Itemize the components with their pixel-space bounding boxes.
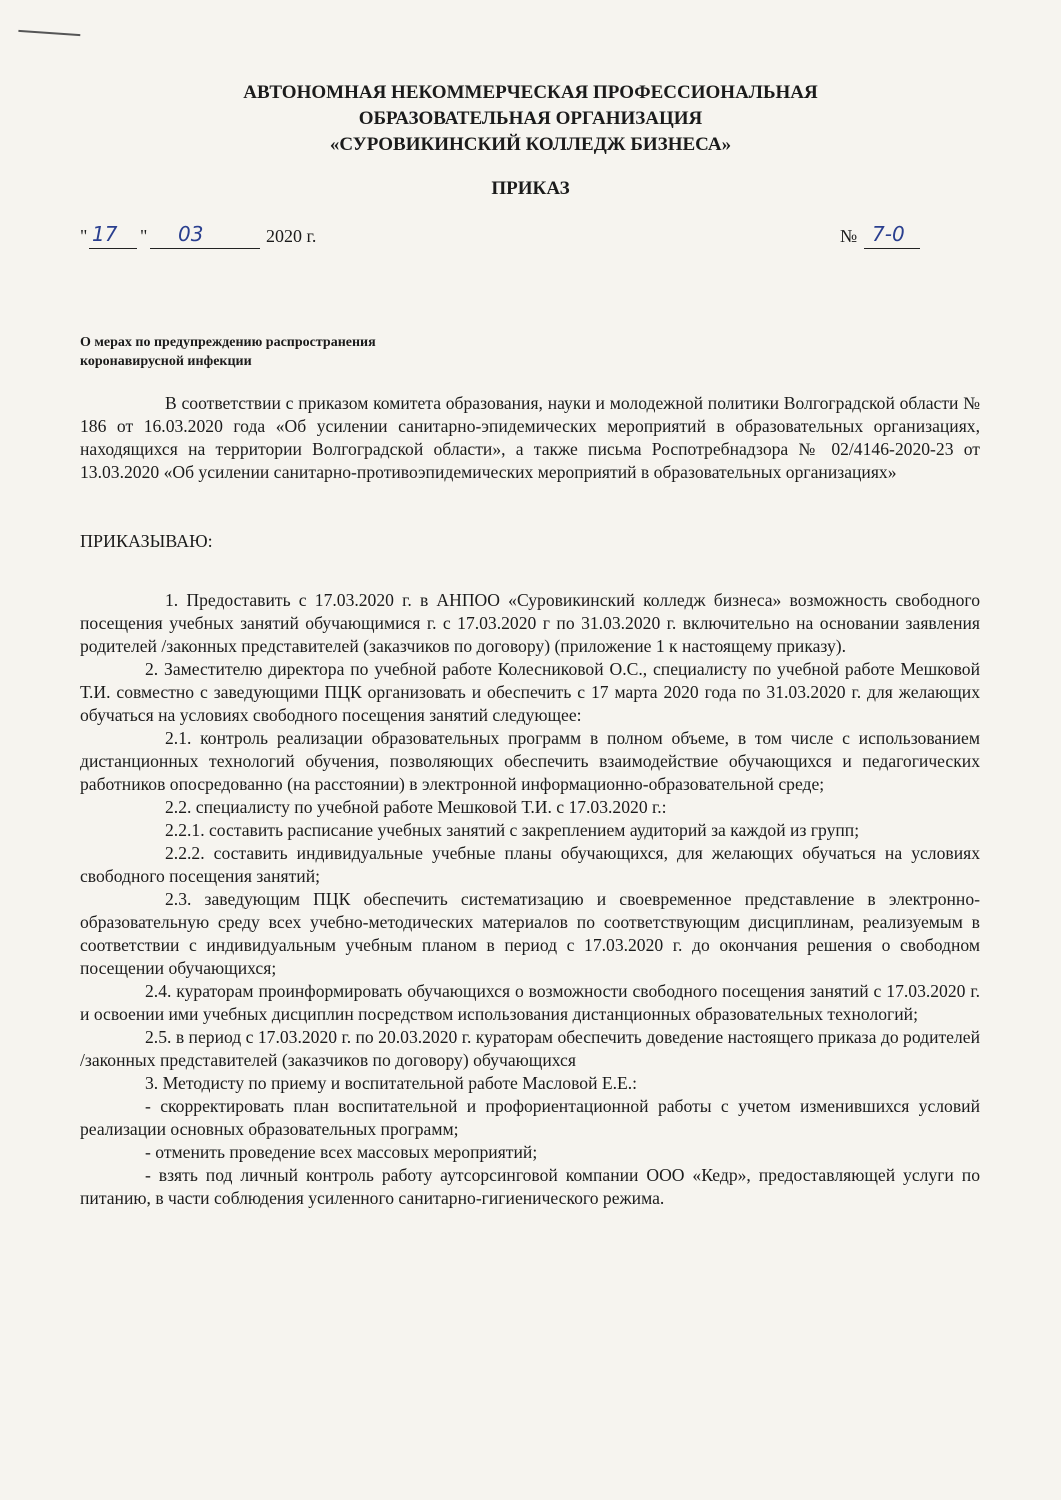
prikazyvayu-heading: ПРИКАЗЫВАЮ: — [80, 531, 213, 551]
clause-1: 1. Предоставить с 17.03.2020 г. в АНПОО «Суровикинский колледж бизнеса» возможность свободного посещения учебных занятий обучающимися г. с 17.03.2020 г по 31.03.2020 г. включительно на основании заявления родителей /законных представителей (заказчиков по договору) (приложение 1 к настоящему приказу). — [80, 590, 980, 656]
header-line-2: ОБРАЗОВАТЕЛЬНАЯ ОРГАНИЗАЦИЯ — [358, 108, 703, 129]
header-line-1: АВТОНОМНАЯ НЕКОММЕРЧЕСКАЯ ПРОФЕССИОНАЛЬНАЯ — [243, 82, 818, 103]
clause-2-4: 2.4. кураторам проинформировать обучающихся о возможности свободного посещения занятий с 17.03.2020 г. и освоении ими учебных дисциплин посредством использования дистанционных образовательных технологий; — [80, 981, 980, 1024]
subject-line-2: коронавирусной инфекции — [80, 354, 252, 369]
clause-2-5: 2.5. в период с 17.03.2020 г. по 20.03.2020 г. кураторам обеспечить доведение настоящего приказа до родителей /законных представителей (заказчиков по договору) обучающихся — [80, 1027, 980, 1070]
quote-open: " — [80, 226, 88, 246]
day-underline — [89, 248, 137, 249]
number-underline — [864, 248, 920, 249]
quote-close: " — [140, 226, 148, 246]
clause-3-c: - взять под личный контроль работу аутсорсинговой компании ООО «Кедр», предоставляющей услуги по питанию, в части соблюдения усиленного санитарно-гигиенического режима. — [80, 1165, 980, 1208]
order-subject — [80, 333, 520, 371]
organization-header — [0, 80, 1061, 158]
header-line-3: «СУРОВИКИНСКИЙ КОЛЛЕДЖ БИЗНЕСА» — [329, 134, 732, 155]
date-day: 17 — [92, 222, 118, 246]
clause-3-a: - скорректировать план воспитательной и профориентационной работы с учетом изменившихся условий реализации основных образовательных программ; — [80, 1096, 980, 1139]
date-year: 2020 г. — [266, 226, 317, 246]
clause-2-2-1: 2.2.1. составить расписание учебных занятий с закреплением аудиторий за каждой из групп; — [165, 820, 860, 840]
scan-mark — [18, 30, 81, 46]
clause-2: 2. Заместителю директора по учебной работе Колесниковой О.С., специалисту по учебной работе Мешковой Т.И. совместно с заведующими ПЦК организовать и обеспечить с 17 марта 2020 года по 31.03.2020 г. для желающих обучаться на условиях свободного посещения занятий следующее: — [80, 659, 980, 725]
order-title: ПРИКАЗ — [491, 178, 570, 199]
date-month: 03 — [178, 222, 204, 246]
clause-2-1: 2.1. контроль реализации образовательных программ в полном объеме, в том числе с использованием дистанционных технологий обучения, позволяющих обеспечить взаимодействие обучающихся и педагогических работников опосредованно (на расстоянии) в электронной информационно-образовательной среде; — [80, 728, 980, 794]
clause-2-3: 2.3. заведующим ПЦК обеспечить систематизацию и своевременное представление в электронно-образовательную среду всех учебно-методических материалов по соответствующим дисциплинам, реализуемым в соответствии с индивидуальным учебным планом в период с 17.03.2020 г. до окончания решения о свободном посещении обучающихся; — [80, 889, 980, 978]
order-body — [80, 392, 980, 1210]
preamble: В соответствии с приказом комитета образования, науки и молодежной политики Волгоградской области № 186 от 16.03.2020 года «Об усилении санитарно-эпидемических мероприятий в образовательных организациях, находящихся на территории Волгоградской области», а также письма Роспотребнадзора № 02/4146-2020-23 от 13.03.2020 «Об усилении санитарно-противоэпидемических мероприятий в образовательных организациях» — [80, 393, 980, 482]
subject-line-1: О мерах по предупреждению распространения — [80, 335, 376, 350]
clause-2-2-2: 2.2.2. составить индивидуальные учебные планы обучающихся, для желающих обучаться на условиях свободного посещения занятий; — [80, 843, 980, 886]
order-number: 7-0 — [872, 222, 905, 246]
date-line — [80, 222, 980, 256]
clause-3: 3. Методисту по приему и воспитательной работе Масловой Е.Е.: — [145, 1073, 638, 1093]
order-number-label: № — [840, 226, 858, 246]
clause-2-2: 2.2. специалисту по учебной работе Мешковой Т.И. с 17.03.2020 г.: — [165, 797, 667, 817]
clause-3-b: - отменить проведение всех массовых мероприятий; — [145, 1142, 538, 1162]
month-underline — [150, 248, 260, 249]
